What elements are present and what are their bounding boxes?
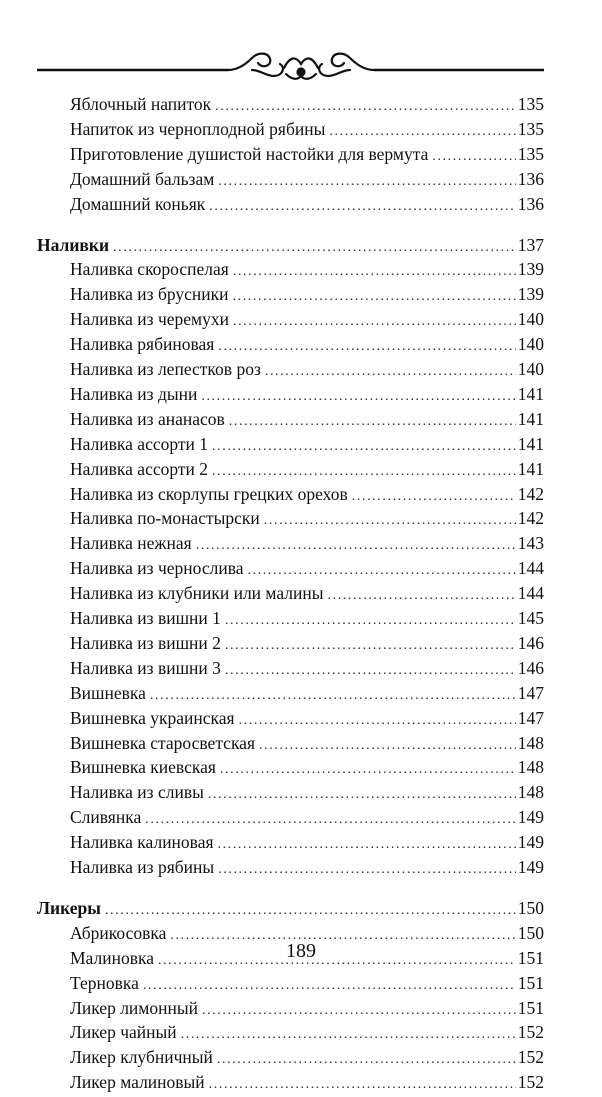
dot-leader [328, 584, 516, 608]
entry-page: 148 [517, 732, 544, 753]
dot-leader [209, 1073, 516, 1097]
entry-title: Наливка из брусники [70, 284, 229, 305]
toc-entry [70, 482, 544, 506]
toc-entry [70, 307, 544, 331]
flourish-icon [228, 54, 374, 79]
entry-title: Абрикосовка [70, 922, 167, 943]
entry-page: 143 [517, 533, 544, 554]
entry-title: Приготовление душистой настойки для вермута [70, 143, 429, 164]
entry-page: 151 [517, 947, 544, 968]
entry-page: 144 [517, 583, 544, 604]
entry-title: Напиток из черноплодной рябины [70, 118, 326, 139]
entry-title: Наливка из вишни 1 [70, 608, 221, 628]
dot-leader [105, 899, 516, 923]
entry-title: Наливка из клубники или малины [70, 583, 324, 604]
section-heading [37, 896, 544, 920]
toc-entry [70, 581, 544, 605]
dot-leader [233, 310, 516, 334]
entry-page: 142 [517, 483, 544, 504]
toc-entry [70, 731, 544, 755]
entry-title: Ликеры [37, 897, 101, 918]
entry-title: Наливка из ананасов [70, 408, 225, 429]
entry-title: Наливка из вишни 3 [70, 657, 221, 678]
toc-entry [70, 830, 544, 854]
entry-page: 145 [517, 608, 544, 628]
dot-leader [181, 1023, 516, 1047]
entry-page: 148 [517, 782, 544, 803]
dot-leader [143, 974, 516, 998]
entry-page: 140 [517, 309, 544, 330]
toc-entry [70, 855, 544, 879]
toc-entry [70, 382, 544, 406]
toc-entry [70, 117, 544, 141]
entry-title: Наливка ассорти 1 [70, 433, 209, 454]
entry-title: Наливка скороспелая [70, 259, 229, 280]
dot-leader [218, 335, 515, 359]
entry-title: Терновка [70, 972, 139, 993]
entry-title: Наливка из скорлупы грецких орехов [70, 483, 348, 504]
dot-leader [212, 435, 516, 459]
dot-leader [201, 385, 515, 409]
entry-page: 137 [517, 234, 544, 255]
entry-page: 148 [517, 757, 544, 778]
dot-leader [233, 260, 516, 284]
entry-title: Домашний бальзам [70, 168, 215, 189]
toc-entry [70, 631, 544, 655]
entry-title: Сливянка [70, 807, 142, 828]
toc-entry [70, 531, 544, 555]
toc-entry [70, 357, 544, 381]
entry-page: 152 [517, 1072, 544, 1093]
dot-leader [329, 120, 515, 144]
entry-title: Вишневка украинская [70, 707, 235, 728]
entry-title: Вишневка [70, 682, 146, 703]
toc-entry [70, 681, 544, 705]
header-ornament [0, 36, 602, 86]
dot-leader [352, 485, 516, 509]
toc-entry [70, 971, 544, 995]
toc-entry [70, 257, 544, 281]
dot-leader [248, 559, 516, 583]
dot-leader [225, 609, 516, 633]
toc-entry [70, 332, 544, 356]
entry-page: 139 [517, 284, 544, 305]
dot-leader [212, 460, 516, 484]
entry-title: Наливка рябиновая [70, 334, 215, 355]
dot-leader [218, 858, 516, 882]
toc-entry [70, 656, 544, 680]
entry-title: Наливка из чернослива [70, 558, 244, 579]
entry-title: Малиновка [70, 947, 154, 968]
entry-page: 141 [517, 408, 544, 429]
dot-leader [217, 1048, 516, 1072]
entry-page: 135 [517, 118, 544, 139]
entry-page: 141 [517, 433, 544, 454]
entry-title: Яблочный напиток [70, 94, 212, 114]
dot-leader [259, 734, 516, 758]
toc-entry [70, 92, 544, 116]
entry-title: Ликер малиновый [70, 1072, 205, 1093]
dot-leader [225, 634, 516, 658]
entry-page: 149 [517, 857, 544, 877]
entry-title: Домашний коньяк [70, 193, 206, 214]
entry-page: 152 [517, 1022, 544, 1043]
toc-entry [70, 1045, 544, 1069]
entry-page: 140 [517, 334, 544, 355]
entry-page: 150 [517, 897, 544, 918]
dot-leader [264, 509, 516, 533]
toc-entry [70, 142, 544, 166]
entry-title: Наливка из дыни [70, 383, 198, 404]
entry-title: Наливка нежная [70, 533, 192, 554]
entry-page: 149 [517, 807, 544, 828]
toc-entry [70, 192, 544, 216]
entry-page: 146 [517, 657, 544, 678]
entry-page: 146 [517, 632, 544, 653]
entry-title: Вишневка киевская [70, 757, 216, 778]
toc-entry [70, 1070, 544, 1094]
entry-title: Наливка из сливы [70, 782, 204, 803]
entry-page: 135 [517, 94, 544, 114]
toc-entry [70, 996, 544, 1020]
entry-page: 151 [517, 972, 544, 993]
entry-title: Вишневка старосветская [70, 732, 255, 753]
entry-page: 141 [517, 458, 544, 479]
entry-page: 136 [517, 193, 544, 214]
entry-page: 136 [517, 168, 544, 189]
entry-title: Ликер чайный [70, 1022, 177, 1043]
entry-page: 147 [517, 682, 544, 703]
toc-entry [70, 805, 544, 829]
entry-page: 140 [517, 359, 544, 379]
dot-leader [225, 659, 516, 683]
entry-title: Наливка ассорти 2 [70, 458, 209, 479]
toc-entry [70, 606, 544, 630]
toc-entry [70, 706, 544, 730]
entry-page: 144 [517, 558, 544, 579]
entry-page: 141 [517, 383, 544, 404]
entry-title: Наливка из лепестков роз [70, 359, 261, 379]
dot-leader [209, 195, 515, 219]
dot-leader [239, 709, 516, 733]
entry-title: Наливка по-монастырски [70, 508, 260, 529]
dot-leader [202, 999, 516, 1023]
dot-leader [150, 684, 516, 708]
dot-leader [229, 410, 516, 434]
entry-title: Наливки [37, 234, 110, 255]
dot-leader [265, 360, 516, 384]
toc-entry [70, 407, 544, 431]
section-heading [37, 233, 544, 257]
dot-leader [113, 236, 516, 260]
dot-leader [145, 808, 516, 832]
dot-leader [432, 145, 515, 169]
entry-title: Ликер лимонный [70, 997, 198, 1018]
entry-title: Наливка из черемухи [70, 309, 229, 330]
toc-entry [70, 780, 544, 804]
entry-page: 149 [517, 832, 544, 853]
toc-entry [70, 432, 544, 456]
toc-entry [70, 1020, 544, 1044]
entry-page: 147 [517, 707, 544, 728]
entry-title: Наливка из рябины [70, 857, 215, 877]
dot-leader [233, 285, 516, 309]
entry-page: 152 [517, 1047, 544, 1068]
toc-entry [70, 282, 544, 306]
entry-page: 150 [517, 922, 544, 943]
page-number: 189 [286, 940, 316, 962]
toc-entry [70, 755, 544, 779]
entry-page: 139 [517, 259, 544, 280]
entry-title: Ликер клубничный [70, 1047, 213, 1068]
dot-leader [218, 170, 515, 194]
dot-leader [220, 758, 516, 782]
entry-title: Наливка калиновая [70, 832, 214, 853]
dot-leader [215, 95, 516, 119]
dot-leader [218, 833, 516, 857]
dot-leader [196, 534, 516, 558]
entry-page: 142 [517, 508, 544, 529]
entry-page: 151 [517, 997, 544, 1018]
entry-title: Наливка из вишни 2 [70, 632, 221, 653]
toc-entry [70, 167, 544, 191]
toc-entry [70, 506, 544, 530]
entry-page: 135 [517, 143, 544, 164]
toc-entry [70, 556, 544, 580]
dot-leader [208, 783, 516, 807]
toc-entry [70, 457, 544, 481]
